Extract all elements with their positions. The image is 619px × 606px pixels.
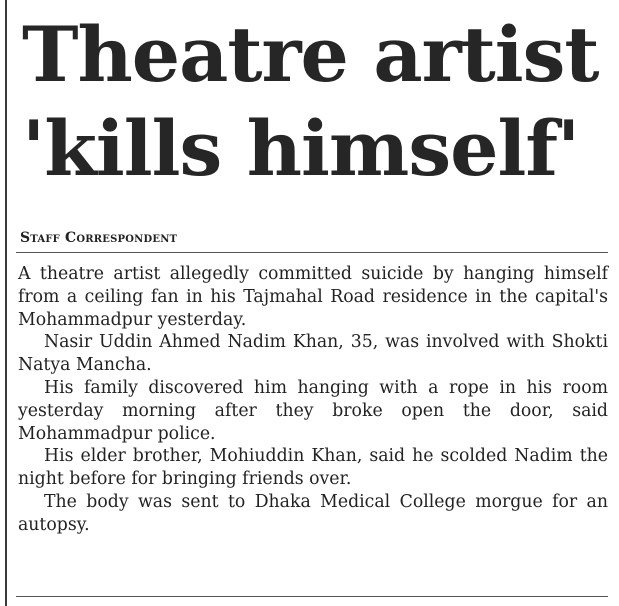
byline-rule [16, 252, 608, 253]
paragraph: Nasir Uddin Ahmed Nadim Khan, 35, was involved with Shokti Natya Mancha. [18, 332, 608, 376]
bottom-rule [16, 596, 608, 597]
paragraph: The body was sent to Dhaka Medical College morgue for an autopsy. [18, 491, 608, 535]
byline: Staff Correspondent [20, 230, 178, 246]
column-divider [5, 0, 7, 606]
paragraph: His elder brother, Mohiuddin Khan, said he scolded Nadim the night before for bringing friends over. [18, 446, 608, 490]
headline [22, 8, 612, 196]
paragraph: His family discovered him hanging with a rope in his room yesterday morning after they broke open the door, said Mohammadpur police. [18, 377, 608, 444]
article-body [18, 263, 608, 537]
headline-line-2: 'kills himself' [22, 104, 580, 193]
headline-line-1: Theatre artist [22, 10, 599, 99]
paragraph: A theatre artist allegedly committed suicide by hanging himself from a ceiling fan in his Tajmahal Road residence in the capital's Mohammadpur yesterday. [18, 264, 608, 330]
